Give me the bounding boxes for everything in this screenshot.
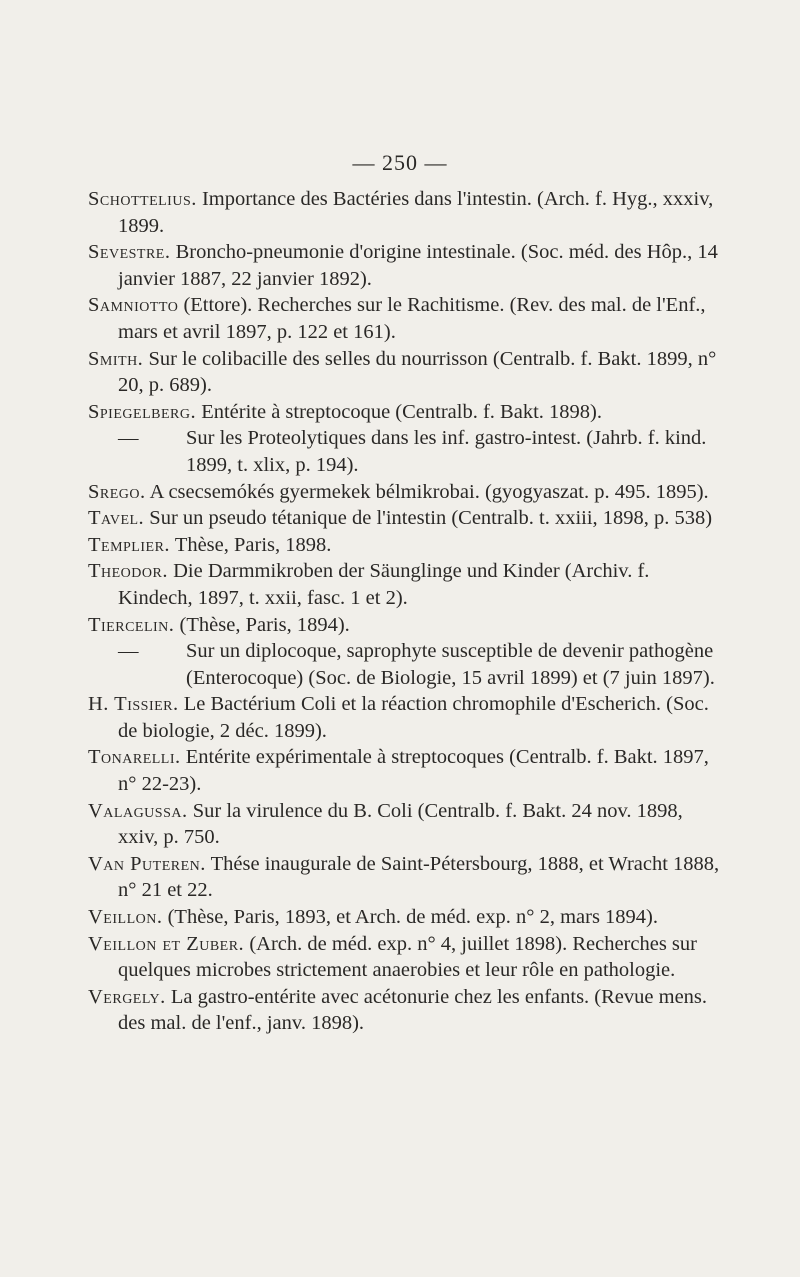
- entry-author: Valagussa.: [88, 799, 188, 822]
- entry-author: Veillon et Zuber.: [88, 932, 245, 955]
- page-number: — 250 —: [352, 150, 448, 175]
- entry-author: Templier.: [88, 533, 171, 556]
- bibliography-entry: [88, 399, 728, 426]
- bibliography-entry: [88, 186, 728, 239]
- entry-author: —: [118, 640, 139, 663]
- entry-author: Srego.: [88, 480, 146, 503]
- entry-text: Thèse, Paris, 1898.: [174, 533, 332, 556]
- bibliography-entry: [88, 798, 728, 851]
- bibliography-entry: [88, 931, 728, 984]
- bibliography-entry: [88, 984, 728, 1037]
- bibliography-entry: [88, 239, 728, 292]
- entry-author: Van Puteren.: [88, 852, 206, 875]
- entry-text: Thése inaugurale de Saint-Pétersbourg, 1888, et Wracht 1888, n° 21 et 22.: [118, 852, 720, 902]
- entry-author: Tavel.: [88, 507, 145, 530]
- entry-text: Die Darmmikroben der Säunglinge und Kinder (Archiv. f. Kindech, 1897, t. xxii, fasc. 1 et 2).: [118, 560, 650, 609]
- entry-text: La gastro-entérite avec acétonurie chez les enfants. (Revue mens. des mal. de l'enf., janv. 1898).: [118, 985, 708, 1035]
- bibliography-subentry: [88, 638, 728, 691]
- entry-author: Tonarelli.: [88, 746, 181, 769]
- entry-author: Schottelius.: [88, 188, 197, 210]
- bibliography-entry: [88, 744, 728, 797]
- entry-text: Entérite à streptocoque (Centralb. f. Bakt. 1898).: [201, 400, 602, 423]
- bibliography-subentry: [88, 425, 728, 478]
- entry-text: (Arch. de méd. exp. n° 4, juillet 1898). Recherches sur quelques microbes strictement anaerobies et leur rôle en pathologie.: [118, 932, 697, 982]
- entry-author: Spiegelberg.: [88, 400, 197, 423]
- entry-author: Samniotto: [88, 294, 179, 317]
- entry-author: H. Tissier.: [88, 693, 179, 716]
- bibliography-entry: [88, 292, 728, 345]
- bibliography-entry: [88, 904, 728, 931]
- entry-text: (Ettore). Recherches sur le Rachitisme. (Rev. des mal. de l'Enf., mars et avril 1897, p. 122 et 161).: [118, 294, 706, 343]
- bibliography-entry: [88, 532, 728, 559]
- entry-text: Sur les Proteolytiques dans les inf. gastro-intest. (Jahrb. f. kind. 1899, t. xlix, p. 194).: [186, 427, 707, 476]
- bibliography-entry: [88, 346, 728, 399]
- entry-text: Broncho-pneumonie d'origine intestinale. (Soc. méd. des Hôp., 14 janvier 1887, 22 janvier 1892).: [118, 241, 718, 290]
- entry-text: (Thèse, Paris, 1894).: [179, 613, 350, 636]
- bibliography-entry: [88, 505, 728, 532]
- entry-text: Sur la virulence du B. Coli (Centralb. f. Bakt. 24 nov. 1898, xxiv, p. 750.: [118, 799, 683, 849]
- entry-author: Veillon.: [88, 906, 163, 929]
- bibliography-entry: [88, 691, 728, 744]
- entry-text: Entérite expérimentale à streptocoques (Centralb. f. Bakt. 1897, n° 22-23).: [118, 746, 709, 796]
- entry-author: Tiercelin.: [88, 613, 175, 636]
- entry-author: —: [118, 427, 139, 450]
- entry-author: Vergely.: [88, 985, 166, 1008]
- bibliography-entry: [88, 851, 728, 904]
- entry-text: Sur un pseudo tétanique de l'intestin (Centralb. t. xxiii, 1898, p. 538): [149, 507, 713, 530]
- bibliography-list: [88, 186, 728, 1037]
- entry-text: A csecsemókés gyermekek bélmikrobai. (gyogyaszat. p. 495. 1895).: [149, 480, 709, 503]
- bibliography-entry: [88, 558, 728, 611]
- entry-author: Smith.: [88, 347, 144, 370]
- entry-text: Sur le colibacille des selles du nourrisson (Centralb. f. Bakt. 1899, n° 20, p. 689).: [118, 347, 717, 397]
- entry-author: Sevestre.: [88, 241, 171, 264]
- bibliography-entry: [88, 479, 728, 506]
- entry-text: Sur un diplocoque, saprophyte susceptible de devenir pathogène (Enterocoque) (Soc. de Biologie, 15 avril 1899) et (7 juin 1897).: [186, 640, 715, 689]
- entry-text: (Thèse, Paris, 1893, et Arch. de méd. exp. n° 2, mars 1894).: [167, 906, 659, 929]
- entry-author: Theodor.: [88, 560, 168, 583]
- entry-text: Le Bactérium Coli et la réaction chromophile d'Escherich. (Soc. de biologie, 2 déc. 1899).: [118, 693, 709, 742]
- entry-text: Importance des Bactéries dans l'intestin. (Arch. f. Hyg., xxxiv, 1899.: [118, 188, 714, 237]
- bibliography-entry: [88, 612, 728, 639]
